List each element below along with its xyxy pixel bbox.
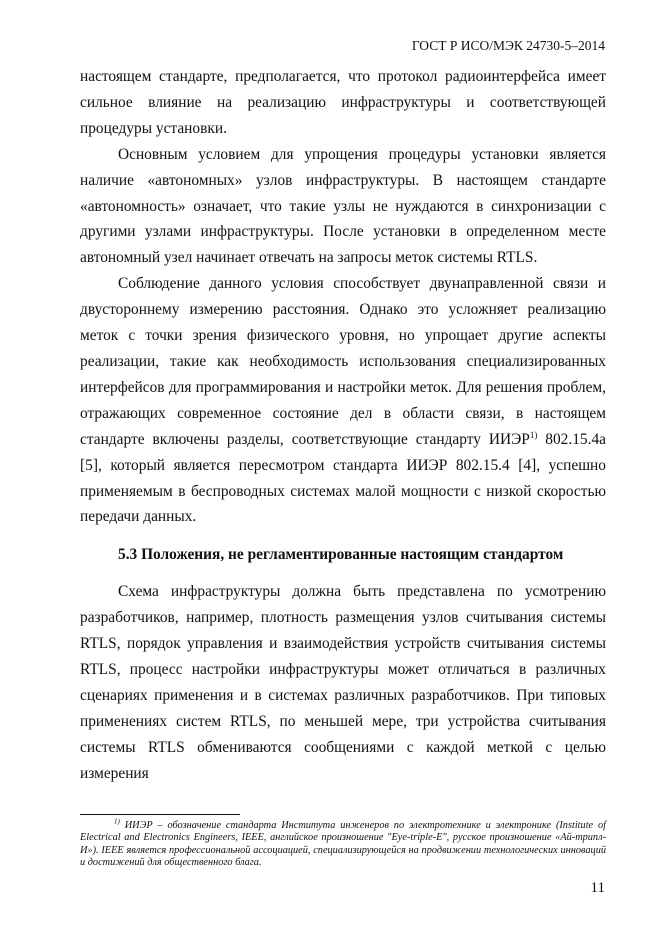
paragraph-infrastructure-scheme: Схема инфраструктуры должна быть представлена по усмотрению разработчиков, например, плотность размещения узлов считывания системы RTLS, порядок управления и взаимодействия устройств считывания системы RTLS, процесс настройки инфраструктуры может отличаться в различных сценариях применения и в системах различных разработчиков. При типовых применениях систем RTLS, по меньшей мере, три устройства считывания системы RTLS обмениваются сообщениями с каждой меткой с целью измерения [80,583,606,782]
footnote-divider [80,814,240,815]
footnote [80,817,606,869]
main-text [80,64,606,787]
footnote-marker: 1) [114,817,120,826]
paragraph-conditions-part2: 802.15.4a [5], который является пересмотром стандарта ИИЭР 802.15.4 [4], успешно применяемым в беспроводных системах малой мощности с низкой скоростью передачи данных. [80,430,606,526]
paragraph-continuation: настоящем стандарте, предполагается, что протокол радиоинтерфейса имеет сильное влияние на реализацию инфраструктуры и соответствующей процедуры установки. [80,68,606,137]
section-heading: 5.3 Положения, не регламентированные настоящим стандартом [118,546,564,564]
footnote-reference: 1) [529,429,538,440]
paragraph-autonomous-nodes: Основным условием для упрощения процедуры установки является наличие «автономных» узлов инфраструктуры. В настоящем стандарте «автономность» означает, что такие узлы не нуждаются в синхронизации с другими узлами инфраструктуры. После установки в определенном месте автономный узел начинает отвечать на запросы меток системы RTLS. [80,145,606,267]
footnote-text: ИИЭР – обозначение стандарта Института инженеров по электротехнике и электронике (Institute of Electrical and Electronics Engineers, IEEE, английское произношение "Eye-triple-E", русское произношение «Ай-трипл-И»). IEEE является профессиональной ассоциацией, специализирующейся на продвижении технологических инноваций и достижений для общественного блага. [80,820,606,868]
page-number: 11 [590,880,605,896]
document-header: ГОСТ Р ИСО/МЭК 24730-5–2014 [411,38,605,53]
paragraph-conditions-part1: Соблюдение данного условия способствует двунаправленной связи и двустороннему измерению расстояния. Однако это усложняет реализацию меток с точки зрения физического уровня, но упрощает другие аспекты реализации, такие как необходимость использования специализированных интерфейсов для программирования и настройки меток. Для решения проблем, отражающих современное состояние дел в области связи, в настоящем стандарте включены разделы, соответствующие стандарту ИИЭР [80,275,606,448]
paragraph-conditions [80,271,606,530]
